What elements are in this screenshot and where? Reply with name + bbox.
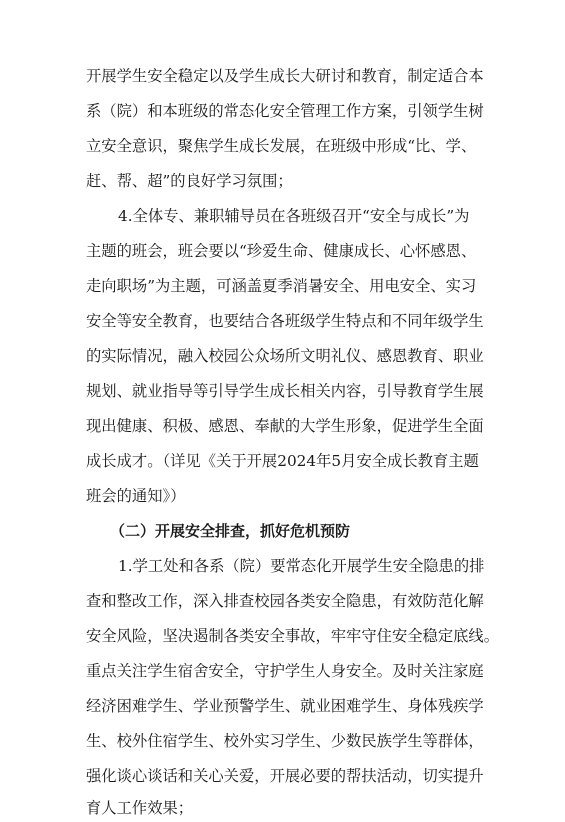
body-text-line: 成长成才。（详见《关于开展2024年5月安全成长教育主题 <box>86 452 479 470</box>
body-text-line: 强化谈心谈话和关心关爱，开展必要的帮扶活动，切实提升 <box>86 767 484 785</box>
body-text-line: 赶、帮、超”的良好学习氛围； <box>86 172 293 190</box>
body-text-line: 走向职场”为主题，可涵盖夏季消暑安全、用电安全、实习 <box>86 277 477 295</box>
body-text-line: 4.全体专、兼职辅导员在各班级召开“安全与成长”为 <box>118 207 470 225</box>
body-text-line: 系（院）和本班级的常态化安全管理工作方案，引领学生树 <box>86 102 484 120</box>
body-text-line: 现出健康、积极、感恩、奉献的大学生形象，促进学生全面 <box>86 417 484 435</box>
body-text-line: 经济困难学生、学业预警学生、就业困难学生、身体残疾学 <box>86 697 484 715</box>
body-text-line: 开展学生安全稳定以及学生成长大研讨和教育，制定适合本 <box>86 67 484 85</box>
body-text-line: 1.学工处和各系（院）要常态化开展学生安全隐患的排 <box>118 557 485 575</box>
body-text-line: 立安全意识，聚焦学生成长发展，在班级中形成“比、学、 <box>86 137 477 155</box>
body-text-line: 主题的班会，班会要以“珍爱生命、健康成长、心怀感恩、 <box>86 242 477 260</box>
section-heading: （二）开展安全排查，抓好危机预防 <box>110 522 351 540</box>
body-text-line: 班会的通知》） <box>86 487 186 505</box>
body-text-line: 查和整改工作，深入排查校园各类安全隐患，有效防范化解 <box>86 592 484 610</box>
body-text-line: 生、校外住宿学生、校外实习学生、少数民族学生等群体， <box>86 732 484 750</box>
body-text-line: 重点关注学生宿舍安全，守护学生人身安全。及时关注家庭 <box>86 662 484 680</box>
body-text-line: 安全风险，坚决遏制各类安全事故，牢牢守住安全稳定底线。 <box>86 627 500 645</box>
body-text-line: 安全等安全教育，也要结合各班级学生特点和不同年级学生 <box>86 312 484 330</box>
body-text-line: 育人工作效果； <box>86 799 194 817</box>
body-text-line: 规划、就业指导等引导学生成长相关内容，引导教育学生展 <box>86 382 484 400</box>
body-text-line: 的实际情况，融入校园公众场所文明礼仪、感恩教育、职业 <box>86 347 484 365</box>
